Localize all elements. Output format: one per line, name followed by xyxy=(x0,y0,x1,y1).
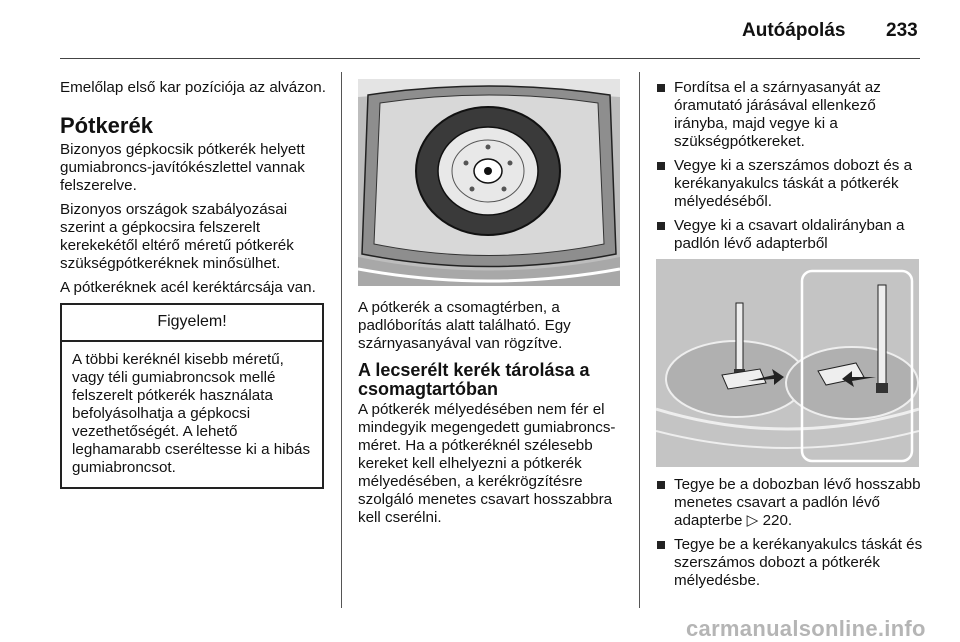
bullet-square-icon xyxy=(657,162,665,170)
paragraph: Bizonyos országok szabályozásai szerint a gépkocsira felszerelt kerekekétől eltérő méretű pótkerék szükségpótkeréknek minősülhet. xyxy=(60,201,294,272)
instruction-list-continued xyxy=(656,476,926,590)
warning-box xyxy=(60,303,324,489)
page-number: 233 xyxy=(886,20,918,41)
intro-text: Emelőlap első kar pozíciója az alvázon. xyxy=(60,79,326,96)
column-3 xyxy=(656,79,926,596)
list-item xyxy=(656,217,926,253)
column-2 xyxy=(358,79,626,533)
list-item-text: Vegye ki a csavart oldalirányban a padlón lévő adapterből xyxy=(674,217,905,252)
bullet-square-icon xyxy=(657,222,665,230)
bullet-square-icon xyxy=(657,541,665,549)
figure-caption: A pótkerék a csomagtérben, a padlóborítás alatt található. Egy szárnyasanyával van rögzítve. xyxy=(358,299,571,352)
column-1 xyxy=(60,79,328,489)
adapter-bolt-drawing xyxy=(656,259,919,467)
list-item xyxy=(656,476,926,530)
header-rule xyxy=(60,58,920,59)
list-item-text: Tegye be a dobozban lévő hosszabb menetes csavart a padlón lévő adapterbe xyxy=(674,476,921,529)
list-item-text: Vegye ki a szerszámos dobozt és a kerékanyakulcs táskát a pótkerék mélyedéséből. xyxy=(674,157,913,210)
spare-wheel-trunk-illustration xyxy=(358,79,620,286)
paragraph: A pótkerék mélyedésében nem fér el mindegyik megengedett gumiabroncs-méret. Ha a pótkeréknél szélesebb kereket kell elhelyezni a pótkerék mélyedésében, a kerékrögzítésre szolgáló menetes csavart hosszabbra kell cserélni. xyxy=(358,401,616,526)
page-header-title: Autóápolás xyxy=(742,20,846,41)
list-item xyxy=(656,79,926,151)
column-divider-left xyxy=(341,72,342,608)
list-item xyxy=(656,536,926,590)
page-reference-link[interactable]: 220. xyxy=(762,512,793,529)
paragraph: Bizonyos gépkocsik pótkerék helyett gumiabroncs-javítókészlettel vannak felszerelve. xyxy=(60,141,305,194)
page-reference-arrow-icon: ▷ xyxy=(746,512,759,529)
warning-title: Figyelem! xyxy=(62,305,322,342)
watermark: carmanualsonline.info xyxy=(686,616,926,641)
spare-wheel-drawing xyxy=(358,79,620,286)
column-divider-right xyxy=(639,72,640,608)
section-heading-spare-wheel: Pótkerék xyxy=(60,113,153,138)
adapter-bolt-illustration xyxy=(656,259,919,467)
bullet-square-icon xyxy=(657,481,665,489)
section-heading-storage: A lecserélt kerék tárolása a csomagtartóban xyxy=(358,360,590,399)
list-item xyxy=(656,157,926,211)
instruction-list xyxy=(656,79,926,253)
list-item-text: Tegye be a kerékanyakulcs táskát és szerszámos dobozt a pótkerék mélyedésbe. xyxy=(674,536,923,589)
warning-body: A többi keréknél kisebb méretű, vagy téli gumiabroncsok mellé felszerelt pótkerék használata befolyásolhatja a gépkocsi vezethetőségét. A lehető leghamarabb cseréltesse ki a hibás gumiabroncsot. xyxy=(72,351,311,476)
list-item-text: Fordítsa el a szárnyasanyát az óramutató járásával ellenkező irányba, majd vegye ki a szükségpótkereket. xyxy=(674,79,881,150)
bullet-square-icon xyxy=(657,84,665,92)
paragraph: A pótkeréknek acél keréktárcsája van. xyxy=(60,279,316,296)
